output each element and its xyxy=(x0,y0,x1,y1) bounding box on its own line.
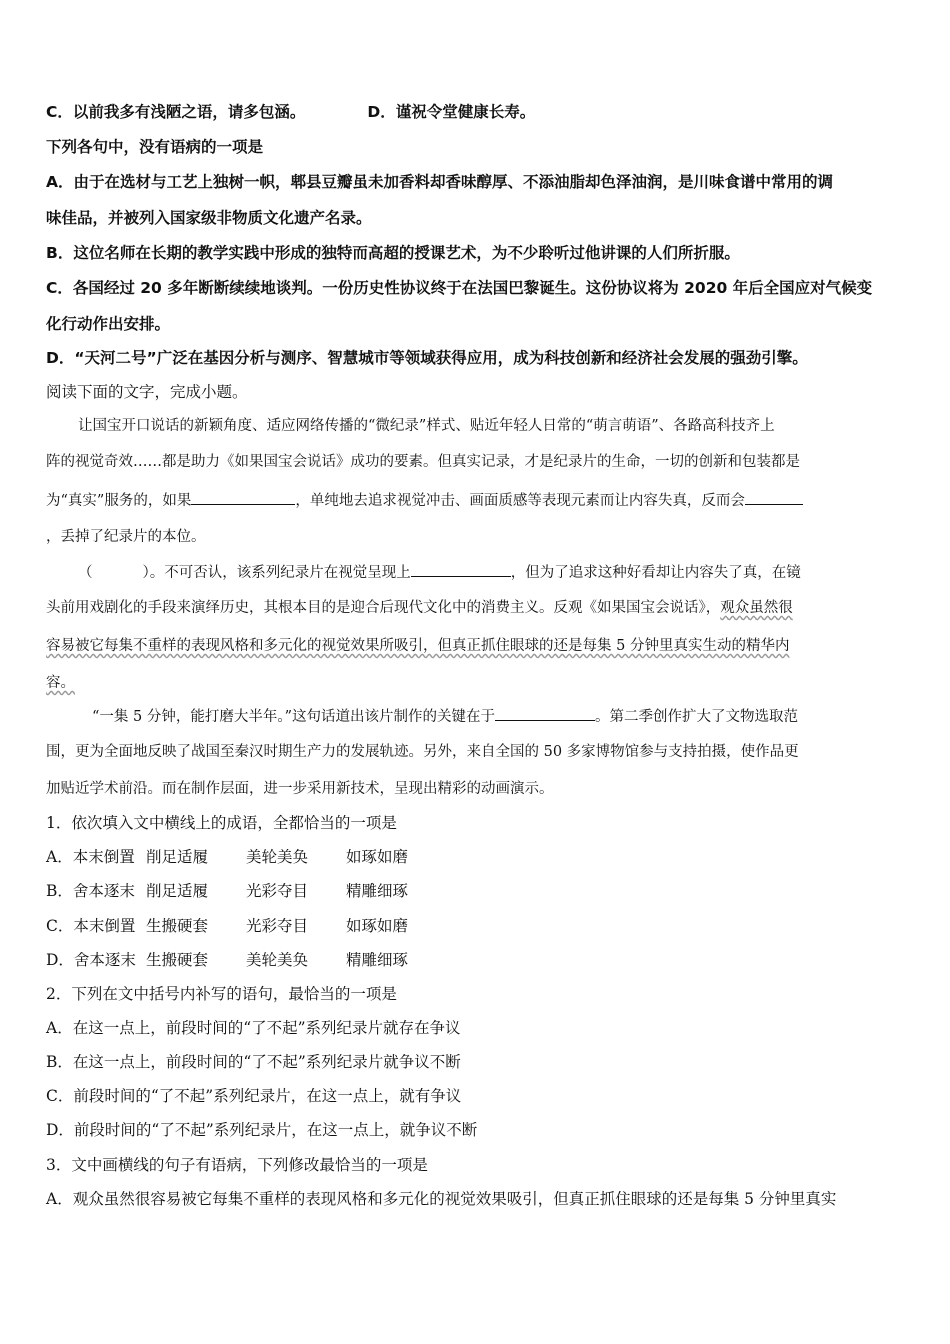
q3-option-a: A．观众虽然很容易被它每集不重样的表现风格和多元化的视觉效果吸引，但真正抓住眼球的还是每集 5 分钟里真实 xyxy=(46,1190,837,1208)
q2-option-d: D．前段时间的“了不起”系列纪录片，在这一点上，就争议不断 xyxy=(46,1121,478,1139)
q3-stem: 3．文中画横线的句子有语病，下列修改最恰当的一项是 xyxy=(46,1156,428,1174)
grammar-option-c-line1: C．各国经过 20 多年断断续续地谈判。一份历史性协议终于在法国巴黎诞生。这份协议将为 2020 年后全国应对气候变 xyxy=(46,279,873,297)
q2-option-c: C．前段时间的“了不起”系列纪录片，在这一点上，就有争议 xyxy=(46,1087,462,1105)
top-options-line xyxy=(46,102,535,122)
passage-p2-line1: （ ）。不可否认，该系列纪录片在视觉呈现上 ，但为了追求这种好看却让内容失了真，在镜 xyxy=(78,562,801,583)
q1-option-b: B．舍本逐末 削足适履 光彩夺目 精雕细琢 xyxy=(46,882,409,900)
q1-stem: 1．依次填入文中横线上的成语，全都恰当的一项是 xyxy=(46,814,397,832)
q1-option-d: D．舍本逐末 生搬硬套 美轮美奂 精雕细琢 xyxy=(46,951,409,969)
passage-p2-line3: 容易被它每集不重样的表现风格和多元化的视觉效果所吸引，但真正抓住眼球的还是每集 5 分钟里真实生动的精华内 xyxy=(46,638,790,654)
passage-p3-line2: 围，更为全面地反映了战国至秦汉时期生产力的发展轨迹。另外，来自全国的 50 多家博物馆参与支持拍摄，使作品更 xyxy=(46,744,799,760)
underlined-sentence-start: 观众虽然很 xyxy=(720,600,793,616)
blank-3 xyxy=(411,562,511,577)
passage-p1-line3: 为“真实”服务的，如果 ，单纯地去追求视觉冲击、画面质感等表现元素而让内容失真，反而会 xyxy=(46,490,803,511)
q1-option-c: C．本末倒置 生搬硬套 光彩夺目 如琢如磨 xyxy=(46,917,409,935)
blank-2 xyxy=(745,490,803,505)
blank-1 xyxy=(191,490,295,505)
option-c: C．以前我多有浅陋之语，请多包涵。 xyxy=(46,103,306,121)
passage-p1-line2: 阵的视觉奇效……都是助力《如果国宝会说话》成功的要素。但真实记录，才是纪录片的生命，一切的创新和包装都是 xyxy=(46,454,800,470)
blank-4 xyxy=(495,706,595,721)
grammar-question-stem: 下列各句中，没有语病的一项是 xyxy=(46,138,264,156)
option-d: D．谨祝令堂健康长寿。 xyxy=(367,103,536,121)
grammar-option-a-line1: A．由于在选材与工艺上独树一帜，郫县豆瓣虽未加香料却香味醇厚、不添油脂却色泽油润，是川味食谱中常用的调 xyxy=(46,173,833,191)
reading-intro: 阅读下面的文字，完成小题。 xyxy=(46,383,248,401)
grammar-option-b: B．这位名师在长期的教学实践中形成的独特而高超的授课艺术，为不少聆听过他讲课的人们所折服。 xyxy=(46,244,740,262)
q1-option-a: A．本末倒置 削足适履 美轮美奂 如琢如磨 xyxy=(46,848,409,866)
q2-option-a: A．在这一点上，前段时间的“了不起”系列纪录片就存在争议 xyxy=(46,1019,461,1037)
passage-p1-line1: 让国宝开口说话的新颖角度、适应网络传播的“微纪录”样式、贴近年轻人日常的“萌言萌语”、各路高科技齐上 xyxy=(78,418,775,434)
passage-p2-line2: 头前用戏剧化的手段来演绎历史，其根本目的是迎合后现代文化中的消费主义。反观《如果国宝会说话》，观众虽然很 xyxy=(46,600,793,616)
passage-p3-line1: “一集 5 分钟，能打磨大半年。”这句话道出该片制作的关键在于 。第二季创作扩大了文物选取范 xyxy=(92,706,798,727)
grammar-option-c-line2: 化行动作出安排。 xyxy=(46,315,171,333)
q2-option-b: B．在这一点上，前段时间的“了不起”系列纪录片就争议不断 xyxy=(46,1053,461,1071)
passage-p1-line4: ，丢掉了纪录片的本位。 xyxy=(46,529,206,545)
q2-stem: 2．下列在文中括号内补写的语句，最恰当的一项是 xyxy=(46,985,397,1003)
grammar-option-d: D．“天河二号”广泛在基因分析与测序、智慧城市等领域获得应用，成为科技创新和经济社会发展的强劲引擎。 xyxy=(46,349,808,367)
grammar-option-a-line2: 味佳品，并被列入国家级非物质文化遗产名录。 xyxy=(46,209,372,227)
passage-p2-line4: 容。 xyxy=(46,675,75,691)
passage-p3-line3: 加贴近学术前沿。而在制作层面，进一步采用新技术，呈现出精彩的动画演示。 xyxy=(46,781,554,797)
